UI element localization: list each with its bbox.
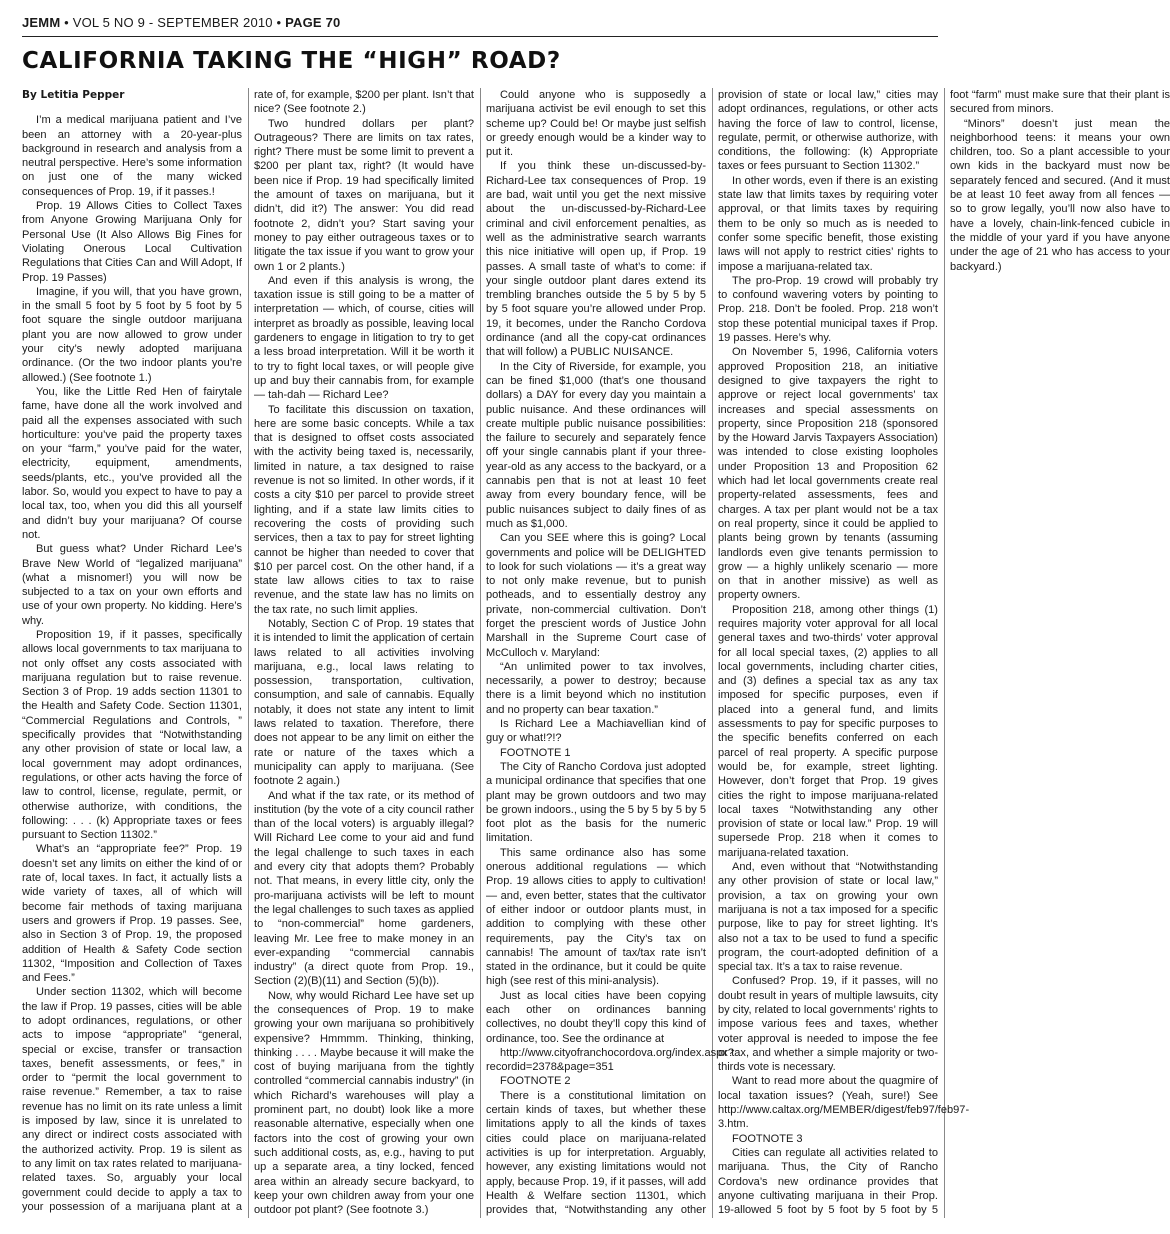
article-paragraph: Just as local cities have been copying each other on ordinances banning collectives, no doubt they’ll copy this kind of ordinance, too. See the ordinance at: [486, 989, 706, 1045]
article-paragraph: Notably, Section C of Prop. 19 states that it is intended to limit the application of certain laws related to all activities involving marijuana, e.g., local laws relating to possession, transportation, cultivation, consumption, and sale of cannabis. Equally notably, it does not state any intent to limit laws related to taxation. Therefore, there does not appear to be any limit on either the rate or nature of the taxes which a municipality can apply to marijuana. (See footnote 2 again.): [254, 617, 474, 788]
page-number: PAGE 70: [285, 15, 341, 30]
running-header: [22, 15, 938, 37]
article-paragraph: FOOTNOTE 1: [500, 746, 571, 759]
article-paragraph: There is a constitutional limitation on certain kinds of taxes, but whether these limitations apply to all the kinds of taxes cities could place on marijuana-related activities is up for interpretation. Arguably, however, any existing limitations would not apply, because Prop. 19, if it passes, will add Health & Welfare section 11301, which provides that, “Notwithstanding any other provision of state or local law,” cities may adopt ordinances, regulations, or other acts having the force of law to control, license, regulate, permit, or otherwise authorize, with conditions, the following: (k) Appropriate taxes or fees pursuant to Section 11302.”: [486, 89, 938, 1217]
article-paragraph: Is Richard Lee a Machiavellian kind of guy or what!?!?: [486, 718, 706, 745]
article-paragraph: FOOTNOTE 3: [732, 1132, 803, 1145]
article-paragraph: The pro-Prop. 19 crowd will probably try to confound wavering voters by pointing to Prop. 218. Don’t be fooled. Prop. 218 won’t stop these potential municipal taxes if Prop. 19 passes. Here’s why.: [718, 274, 938, 345]
article-paragraph: In other words, even if there is an existing state law that limits taxes by requiring voter approval, or that limits taxes by requiring them to be only so much as is needed to confer some specific benefit, those existing laws will not apply to restrict cities’ rights to impose a marijuana-related tax.: [718, 174, 938, 273]
byline: By Letitia Pepper: [22, 89, 125, 101]
article-paragraph: Could anyone who is supposedly a marijuana activist be evil enough to set this scheme up? Could be! Or maybe just selfish or greedy enough would be a kinder way to put it.: [486, 89, 706, 159]
article-paragraph: I’m a medical marijuana patient and I’ve been an attorney with a 20-year-plus background in research and analysis from a neutral perspective. Here’s some information on just one of the many wicked consequences of Prop. 19, if it passes.!: [22, 114, 242, 198]
article-paragraph: Prop. 19 Allows Cities to Collect Taxes from Anyone Growing Marijuana Only for Personal Use (It Also Allows Big Fines for Violating Onerous Local Cultivation Regulations that Cities Can and Will Adopt, If Prop. 19 Passes): [22, 200, 242, 284]
article-paragraph: http://www.cityofranchocordova.org/index.aspx?recordid=2378&page=351: [486, 1046, 734, 1074]
article-paragraph: Want to read more about the quagmire of local taxation issues? (Yeah, sure!) See http://www.caltax.org/MEMBER/digest/feb97/feb97-3.htm.: [718, 1075, 970, 1131]
article-paragraph: Two hundred dollars per plant? Outrageous? There are limits on tax rates, right? There must be some limit to prevent a $200 per plant tax, right? (It would have been nice if Prop. 19 had specifically limited the amount of taxes on marijuana, but it didn’t, did it?) The answer: You did read footnote 2, didn’t you? Start saving your money to pay either outrageous taxes or to litigate the tax issue if you want to grow your own 1 or 2 plants.): [254, 117, 474, 273]
article-paragraph: If you think these un-discussed-by-Richard-Lee tax consequences of Prop. 19 are bad, wait until you get the next missive about the un-discussed-by-Richard-Lee criminal and civil enforcement penalties, as well as the administrative search warrants this nice initiative will open up, if Prop. 19 passes. A small taste of what’s to come: if your single outdoor plant dares extend its trembling branches outside the 5 by 5 by 5 by 5 foot square you’re allowed under Prop. 19, it becomes, under the Rancho Cordova ordinance (and all the copy-cat ordinances that will follow) a PUBLIC NUISANCE.: [486, 160, 706, 359]
article-paragraph: Proposition 218, among other things (1) requires majority voter approval for all local general taxes and two-thirds’ voter approval for all local special taxes, (2) applies to all local governments, including charter cities, and (3) defines a special tax as any tax imposed for specific purposes, even if placed into a general fund, and limits assessments to pay for specific purposes to the specific benefits conferred on each parcel of real property. A specific purpose would be, for example, street lighting. However, don’t forget that Prop. 19 gives cities the right to impose marijuana-related local taxes “Notwithstanding any other provision of state or local law.” Prop. 19 will supersede Prop. 218 when it comes to marijuana-related taxation.: [718, 603, 938, 859]
article-paragraph: To facilitate this discussion on taxation, here are some basic concepts. While a tax that is designed to offset costs associated with the activity being taxed is, necessarily, limited in nature, a tax designed to raise revenue is not so limited. In other words, if it costs a city $10 per parcel to provide street lighting, and if a state law limits cities to recovering the costs of providing such services, then a tax to pay for street lighting cannot be higher than needed to cover that $10 per parcel cost. On the other hand, if a state law allows cities to tax to raise revenue, and the state law has no limits on the tax rate, no such limit applies.: [254, 403, 474, 616]
article-paragraph: What’s an “appropriate fee?” Prop. 19 doesn’t set any limits on either the kind of or rate of, local taxes. In fact, it actually lists a wide variety of taxes, all of which will become fair methods of taxing marijuana users and growers if Prop. 19 passes. See, also in Section 3 of Prop. 19, the proposed addition of Health & Safety Code section 11302, “Imposition and Collection of Taxes and Fees.”: [22, 843, 242, 985]
article-paragraph: FOOTNOTE 2: [500, 1075, 571, 1088]
article-paragraph: In the City of Riverside, for example, you can be fined $1,000 (that’s one thousand dollars) a DAY for every day you maintain a public nuisance. And these ordinances will create multiple public nuisance possibilities: the failure to securely and separately fence off your single cannabis plant if your three-year-old as any access to the backyard, or a cannabis pen that is not at least 10 feet away from every boundary fence, will be public nuisances subject to daily fines of as much as $1,000.: [486, 360, 706, 530]
article-paragraph: “Minors” doesn’t just mean the neighborhood teens: it means your own children, too. So a plant accessible to your own kids in the backyard must now be separately fenced and secured. (And it must be at least 10 feet away from all fences — so to grow legally, you’ll now also have to have a lovely, chain-link-fenced cubicle in the middle of your yard if you have anyone under the age of 21 who has access to your backyard.): [950, 117, 1170, 273]
article-paragraph: And even if this analysis is wrong, the taxation issue is still going to be a matter of interpretation — which, of course, cities will interpret as broadly as possible, leaving local gardeners to engage in litigation to try to get a less broad interpretation. Will it be worth it to try to fight local taxes, or will people give up and buy their cannabis from, for example — tah-dah — Richard Lee?: [254, 274, 474, 402]
article-body: [22, 88, 1170, 1218]
article-paragraph: Confused? Prop. 19, if it passes, will no doubt result in years of multiple lawsuits, city by city, related to local governments’ rights to impose various fees and taxes, whether voter approval is needed to impose the fee or tax, and whether a simple majority or two-thirds vote is necessary.: [718, 975, 938, 1074]
article-paragraph: Now, why would Richard Lee have set up the consequences of Prop. 19 to make growing your own marijuana so prohibitively expensive? Hmmmm. Thinking, thinking, thinking . . . . Maybe because it will make the cost of buying marijuana from the tightly controlled “commercial cannabis industry” (in which Richard’s warehouses will play a prominent part, no doubt) look like a more reasonable alternative, especially when one factors into the cost of growing your own such additional costs, as, e.g., having to put up a separate area, a tiny locked, fenced area within an already secure backyard, to keep your own children away from your one outdoor pot plant? (See footnote 3.): [254, 989, 474, 1217]
article-paragraph: You, like the Little Red Hen of fairytale fame, have done all the work involved and paid all the expenses associated with such horticulture: you’ve paid the property taxes on your “farm,” you’ve paid for the water, electricity, equipment, amendments, seeds/plants, etc., you’ve provided all the labor. So, would you expect to have to pay a local tax, too, when you did this all yourself and didn’t buy your marijuana? Of course not.: [22, 385, 242, 541]
article-paragraph: And what if the tax rate, or its method of institution (by the vote of a city council rather than of the local voters) is arguably illegal? Will Richard Lee come to your aid and fund the legal challenge to such taxes in each and every city that adopts them? Probably not. That means, in every little city, only the pro-marijuana activists will be left to mount the legal challenges to such taxes as applied to “non-commercial” home gardeners, leaving Mr. Lee free to make money in an ever-expanding “commercial cannabis industry” (a direct quote from Prop. 19., Section (2)(B)(11) and Section (5)(b)).: [254, 789, 474, 988]
article-paragraph: But guess what? Under Richard Lee’s Brave New World of “legalized marijuana” (what a misnomer!) you will now be subjected to a tax on your own efforts and use of your own property. No kidding. Here’s why.: [22, 543, 242, 627]
article-paragraph: Imagine, if you will, that you have grown, in the small 5 foot by 5 foot by 5 foot by 5 foot square the single outdoor marijuana plant you are now allowed to grow under your city’s newly adopted marijuana ordinance. (Or the two indoor plants you’re allowed.) (See footnote 1.): [22, 285, 242, 384]
article-paragraph: Under section 11302, which will become the law if Prop. 19 passes, cities will be able to adopt ordinances, regulations, or other acts to impose “appropriate” “general, special or excise, transfer or transaction taxes, benefit assessments, or fees,” in order to “permit the local government to raise revenue.” Remember, a tax to raise revenue has no limit on its rate unless a limit is imposed by law, since it is unrelated to any direct or indirect costs associated with the authorized activity. Prop. 19 is silent as to any limit on tax rates related to marijuana-related taxes. So, arguably your local government could decide to apply a tax to your possession of a marijuana plant at a rate of, for example, $200 per plant. Isn’t that nice? (See footnote 2.): [22, 89, 474, 1213]
article-paragraph: On November 5, 1996, California voters approved Proposition 218, an initiative designed to give taxpayers the right to approve or reject local governments’ tax increases and special assessments on property, since Proposition 218 (sponsored by the Howard Jarvis Taxpayers Association) was intended to close existing loopholes under Proposition 13 and Proposition 62 which had let local governments create real property-related assessments, fees and charges. A tax per plant would not be a tax on real property, since it could be applied to plants being grown by tenants (assuming landlords even give tenants permission to grow — a highly unlikely scenario — more on that in another missive) as well as property owners.: [718, 346, 938, 602]
article-paragraph: Can you SEE where this is going? Local governments and police will be DELIGHTED to look for such violations — it’s a great way to not only make revenue, but to punish potheads, and to essentially destroy any private, non-commercial cultivation. Don’t forget the prescient words of Justice John Marshall in the Supreme Court case of McCulloch v. Maryland:: [486, 532, 706, 659]
article-paragraph: This same ordinance also has some onerous additional regulations — which Prop. 19 allows cities to apply to cultivation! — and, even better, states that the cultivator of either indoor or outdoor plants must, in addition to complying with these other requirements, pay the City’s tax on cannabis! The amount of tax/tax rate isn’t stated in the ordinance, but it could be quite high (see rest of this mini-analysis).: [486, 846, 706, 988]
article-paragraph: Cities can regulate all activities related to marijuana. Thus, the City of Rancho Cordova’s new ordinance provides that anyone cultivating marijuana in their Prop. 19-allowed 5 foot by 5 foot by 5 foot by 5 foot “farm” must make sure that their plant is secured from minors.: [718, 89, 1170, 1217]
article-paragraph: The City of Rancho Cordova just adopted a municipal ordinance that specifies that one plant may be grown outdoors and two may be grown indoors., using the 5 by 5 by 5 by 5 foot plot as the basis for the numeric limitation.: [486, 760, 706, 845]
article-paragraph: And, even without that “Notwithstanding any other provision of state or local law,” provision, a tax on growing your own marijuana is not a tax imposed for a specific purpose, like to pay for street lighting. It’s also not a tax to be used to fund a specific program, the court-adopted definition of a special tax. It’s a tax to raise revenue.: [718, 861, 938, 974]
article-paragraph: Proposition 19, if it passes, specifically allows local governments to tax marijuana to not only offset any costs associated with marijuana regulation but to raise revenue. Section 3 of Prop. 19 adds section 11301 to the Health and Safety Code. Section 11301, “Commercial Regulations and Controls, ” specifically provides that “Notwithstanding any other provision of state or local law, a local government may adopt ordinances, regulations, or other acts having the force of law to control, license, regulate, permit, or otherwise authorize, with conditions, the following: . . . (k) Appropriate taxes or fees pursuant to Section 11302.”: [22, 628, 242, 842]
publication-name: JEMM: [22, 15, 61, 30]
issue-info: • VOL 5 NO 9 - SEPTEMBER 2010 •: [60, 15, 286, 30]
article-paragraph: “An unlimited power to tax involves, necessarily, a power to destroy; because there is a limit beyond which no institution and no property can bear taxation.”: [486, 660, 706, 716]
article-headline: CALIFORNIA TAKING THE “HIGH” ROAD?: [22, 48, 561, 74]
